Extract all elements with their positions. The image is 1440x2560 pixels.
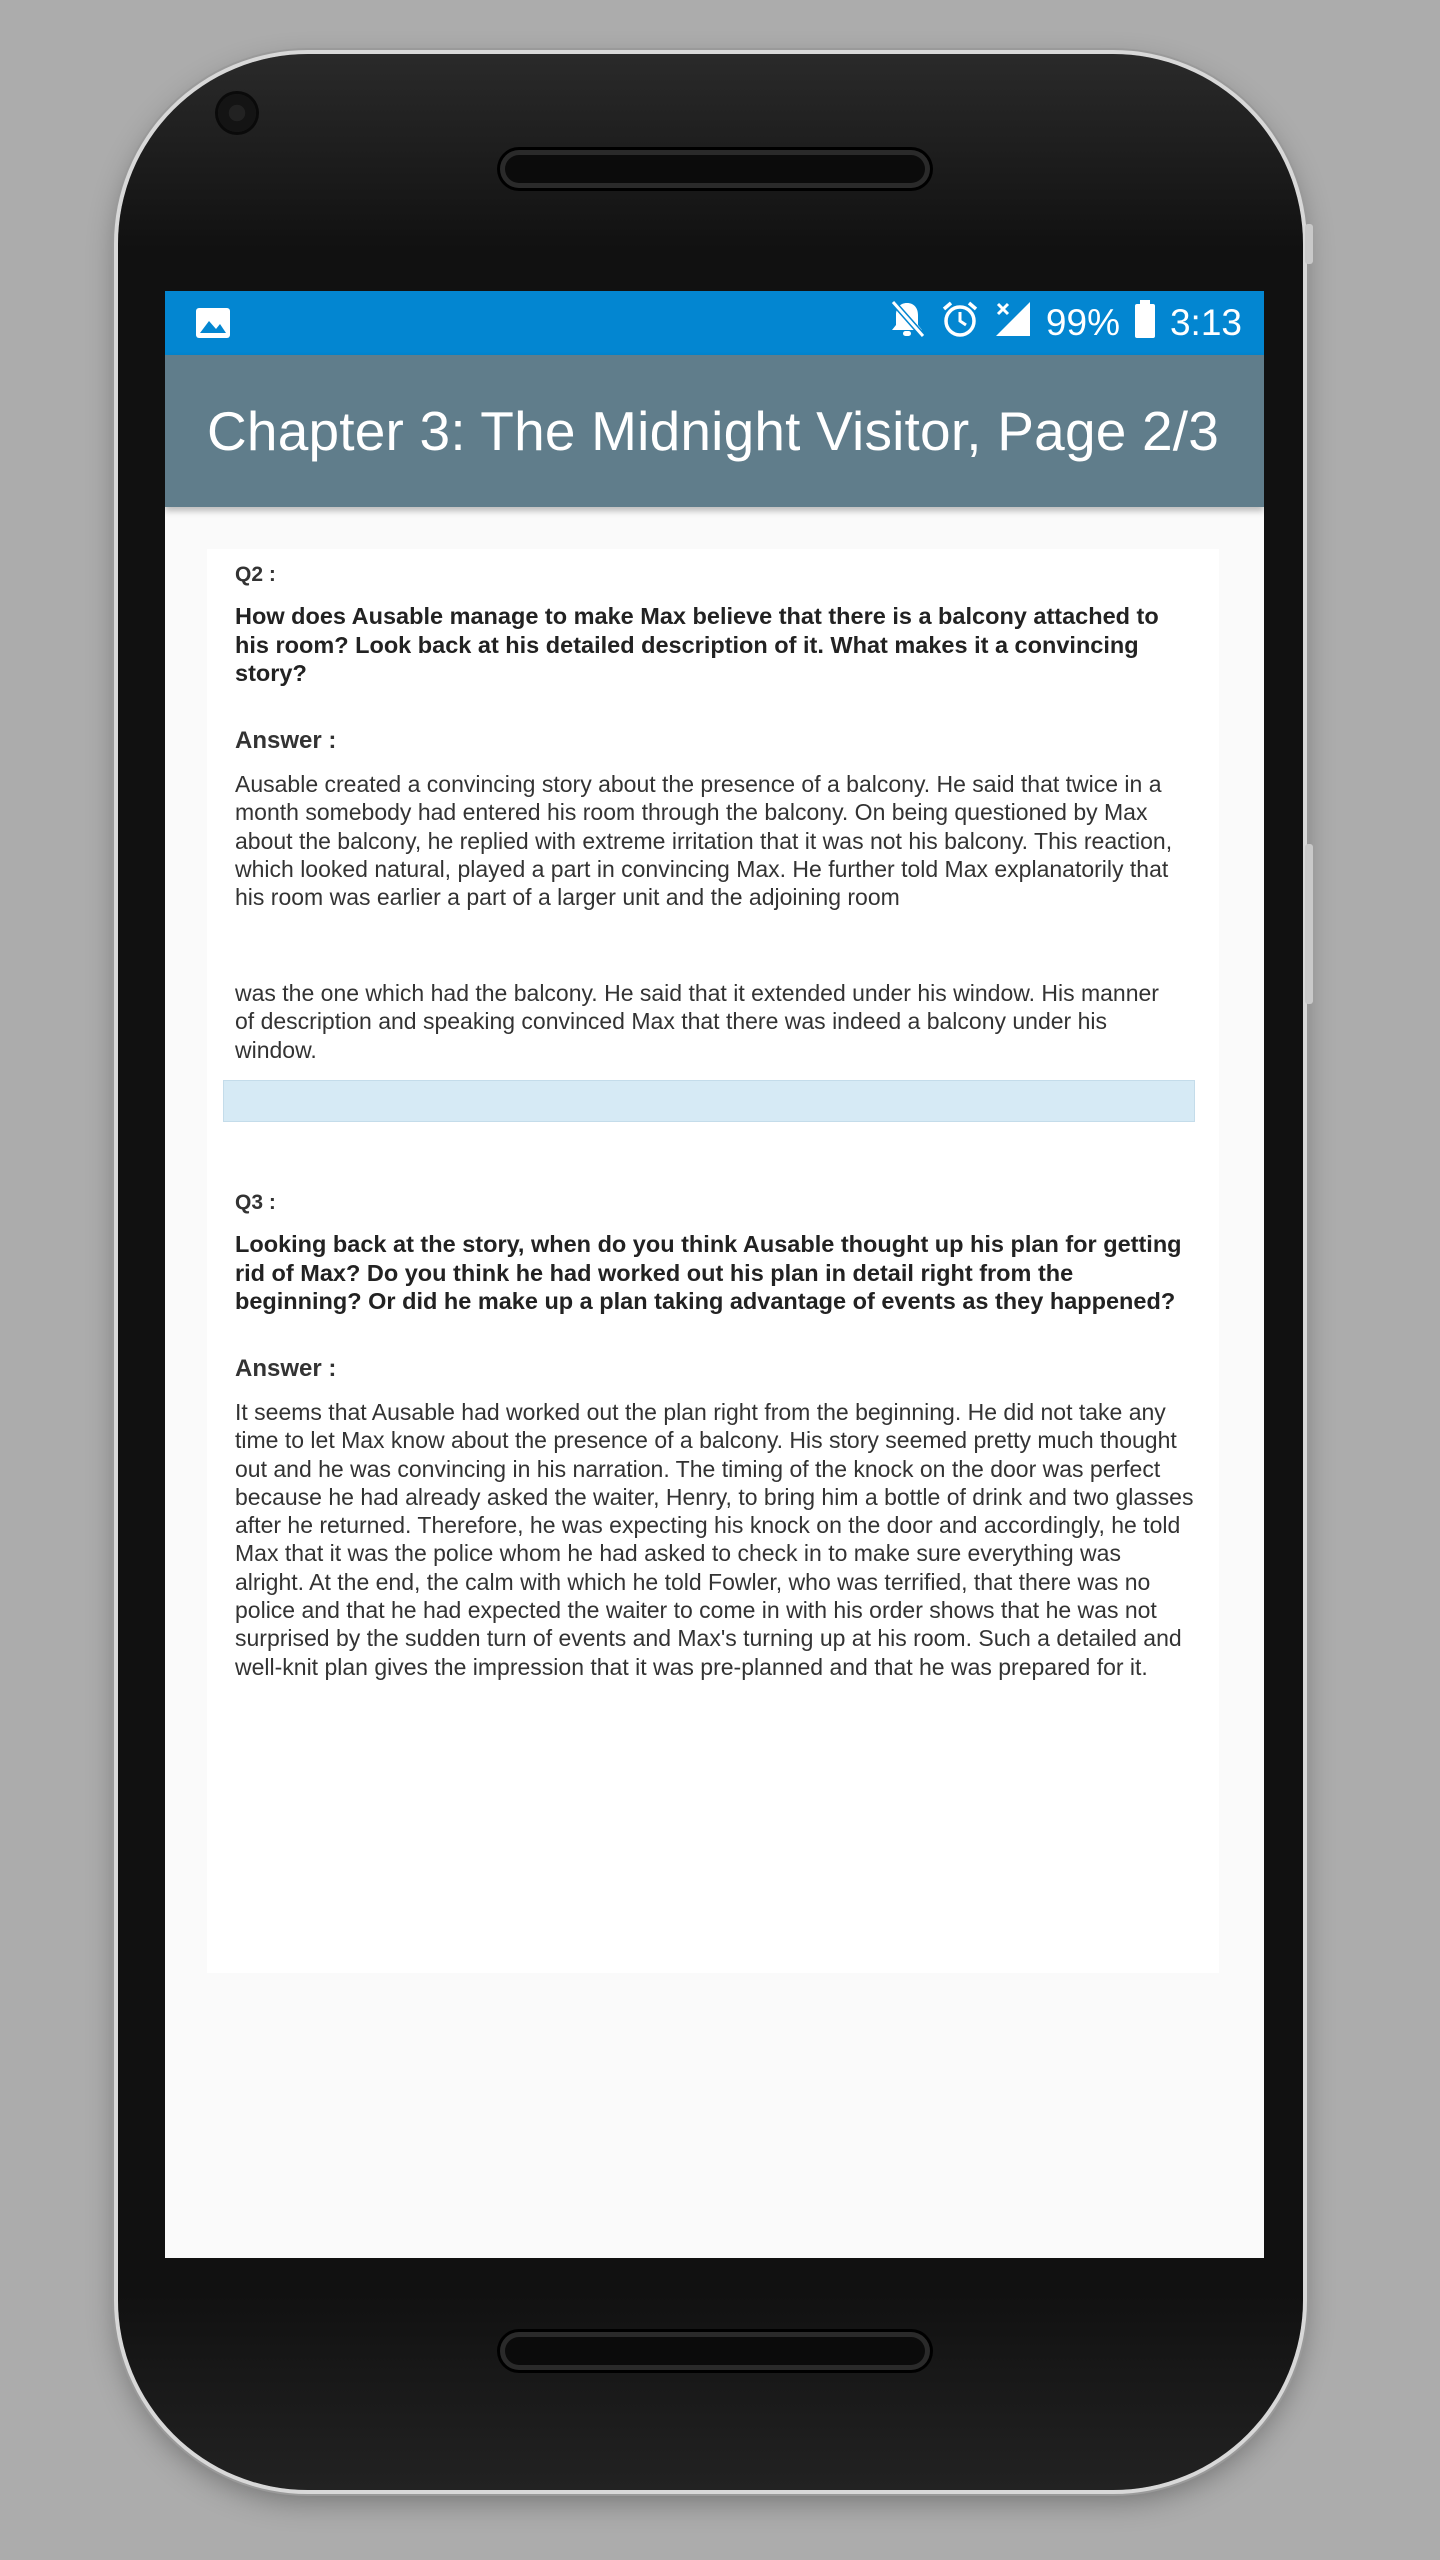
alarm-icon [940, 299, 980, 348]
phone-side-button [1305, 224, 1313, 264]
clock-time: 3:13 [1169, 302, 1242, 343]
screen [165, 291, 1264, 2258]
question-3-label: Q3 : [235, 1191, 276, 1214]
answer-2-label: Answer : [235, 727, 337, 754]
answer-2-text-part2: was the one which had the balcony. He said that it extended under his window. His manner of description and speaking convinced Max that there was indeed a balcony under his window. [235, 980, 1159, 1063]
answer-2-text-part1: Ausable created a convincing story about the presence of a balcony. He said that twice in a month somebody had entered his room through the balcony. On being questioned by Max about the balcony, he replied with extreme irritation that it was not his balcony. This reaction, which looked natural, played a part in convincing Max. He further told Max explanatorily that his room was earlier a part of a larger unit and the adjoining room [235, 771, 1173, 911]
bottom-speaker [500, 2332, 930, 2370]
question-2-text: How does Ausable manage to make Max believe that there is a balcony attached to his room? Look back at his detailed description of it. What makes it a convincing story? [235, 603, 1159, 686]
answer-3-text: It seems that Ausable had worked out the plan right from the beginning. He did not take any time to let Max know about the presence of a balcony. His story seemed pretty much thought out and he was convincing in his narration. The timing of the knock on the door was perfect because he had already asked the waiter, Henry, to bring him a bottle of drink and two glasses after he returned. Therefore, he was expecting his knock on the door and accordingly, he told Max that it was the police whom he had asked to check in to make sure everything was alright. At the end, the calm with which he told Fowler, who was terrified, that there was no police and that he had expected the waiter to come in with his order shows that he was not surprised by the sudden turn of events and Max's turning up at his room. Such a detailed and well-knit plan gives the impression that it was pre-planned and that he was prepared for it. [235, 1399, 1194, 1680]
no-signal-icon [994, 300, 1032, 347]
question-3-text: Looking back at the story, when do you think Ausable thought up his plan for getting rid of Max? Do you think he had worked out his plan in detail right from the beginning? Or did he make up a plan taking advantage of events as they happened? [235, 1231, 1182, 1314]
answer-3-label: Answer : [235, 1355, 337, 1382]
front-camera [218, 94, 256, 132]
battery-percent: 99% [1045, 302, 1120, 343]
status-icons [888, 291, 1242, 355]
phone-volume-button [1305, 844, 1313, 1004]
notifications-off-icon [888, 299, 926, 348]
page-title: Chapter 3: The Midnight Visitor, Page 2/3 [207, 400, 1220, 462]
status-bar [165, 291, 1264, 355]
top-speaker [500, 150, 930, 188]
app-bar [165, 355, 1264, 507]
battery-icon [1134, 300, 1156, 347]
document-page[interactable] [207, 549, 1219, 1973]
image-icon [195, 307, 231, 339]
section-divider [223, 1080, 1195, 1122]
question-2-label: Q2 : [235, 563, 276, 586]
